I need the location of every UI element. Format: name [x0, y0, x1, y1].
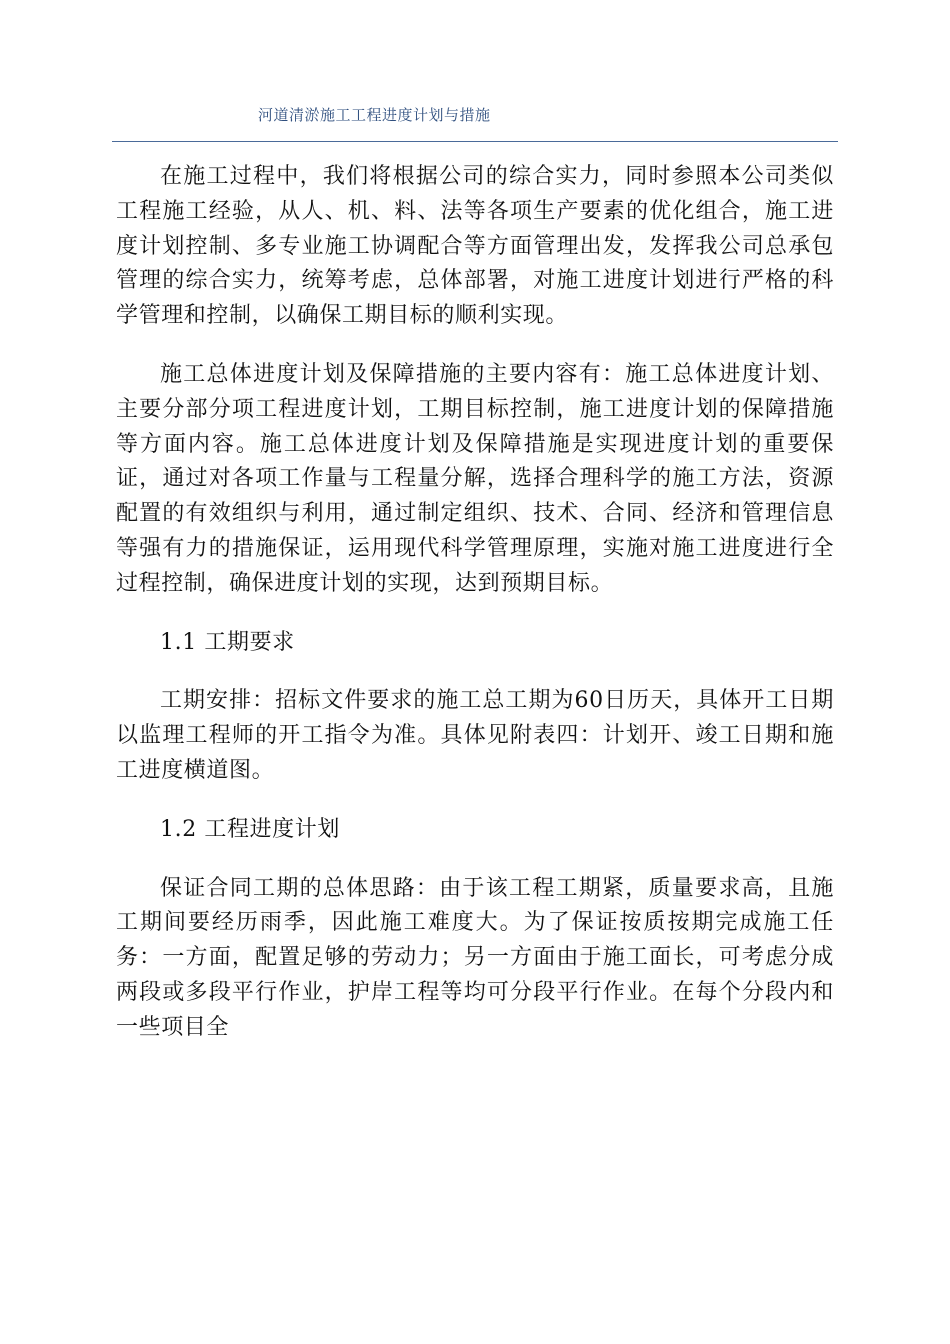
- paragraph-spacer: [116, 789, 834, 813]
- section-heading-progress-plan: 1.2 工程进度计划: [160, 816, 340, 842]
- paragraph-spacer: [116, 334, 834, 358]
- document-body: [116, 160, 834, 1046]
- paragraph-spacer: [116, 848, 834, 872]
- paragraph-spacer: [116, 660, 834, 684]
- paragraph-overall-approach: 保证合同工期的总体思路：由于该工程工期紧，质量要求高，且施工期间要经历雨季，因此施工难度大。为了保证按质按期完成施工任务：一方面，配置足够的劳动力；另一方面由于施工面长，可考虑分成两段或多段平行作业，护岸工程等均可分段平行作业。在每个分段内和一些项目全: [116, 875, 834, 1040]
- paragraph-spacer: [116, 602, 834, 626]
- header-divider: [112, 141, 838, 142]
- paragraph-intro: 在施工过程中，我们将根据公司的综合实力，同时参照本公司类似工程施工经验，从人、机、料、法等各项生产要素的优化组合，施工进度计划控制、多专业施工协调配合等方面管理出发，发挥我公司总承包管理的综合实力，统筹考虑，总体部署，对施工进度计划进行严格的科学管理和控制，以确保工期目标的顺利实现。: [116, 164, 834, 329]
- section-heading-schedule-requirement: 1.1 工期要求: [160, 629, 295, 655]
- paragraph-main-content: 施工总体进度计划及保障措施的主要内容有：施工总体进度计划、主要分部分项工程进度计划，工期目标控制，施工进度计划的保障措施等方面内容。施工总体进度计划及保障措施是实现进度计划的重要保证，通过对各项工作量与工程量分解，选择合理科学的施工方法，资源配置的有效组织与利用，通过制定组织、技术、合同、经济和管理信息等强有力的措施保证，运用现代科学管理原理，实施对施工进度进行全过程控制，确保进度计划的实现，达到预期目标。: [116, 361, 834, 596]
- paragraph-schedule-arrangement: 工期安排：招标文件要求的施工总工期为60日历天，具体开工日期以监理工程师的开工指令为准。具体见附表四：计划开、竣工日期和施工进度横道图。: [116, 688, 834, 783]
- page-header-title: 河道清淤施工工程进度计划与措施: [258, 106, 491, 124]
